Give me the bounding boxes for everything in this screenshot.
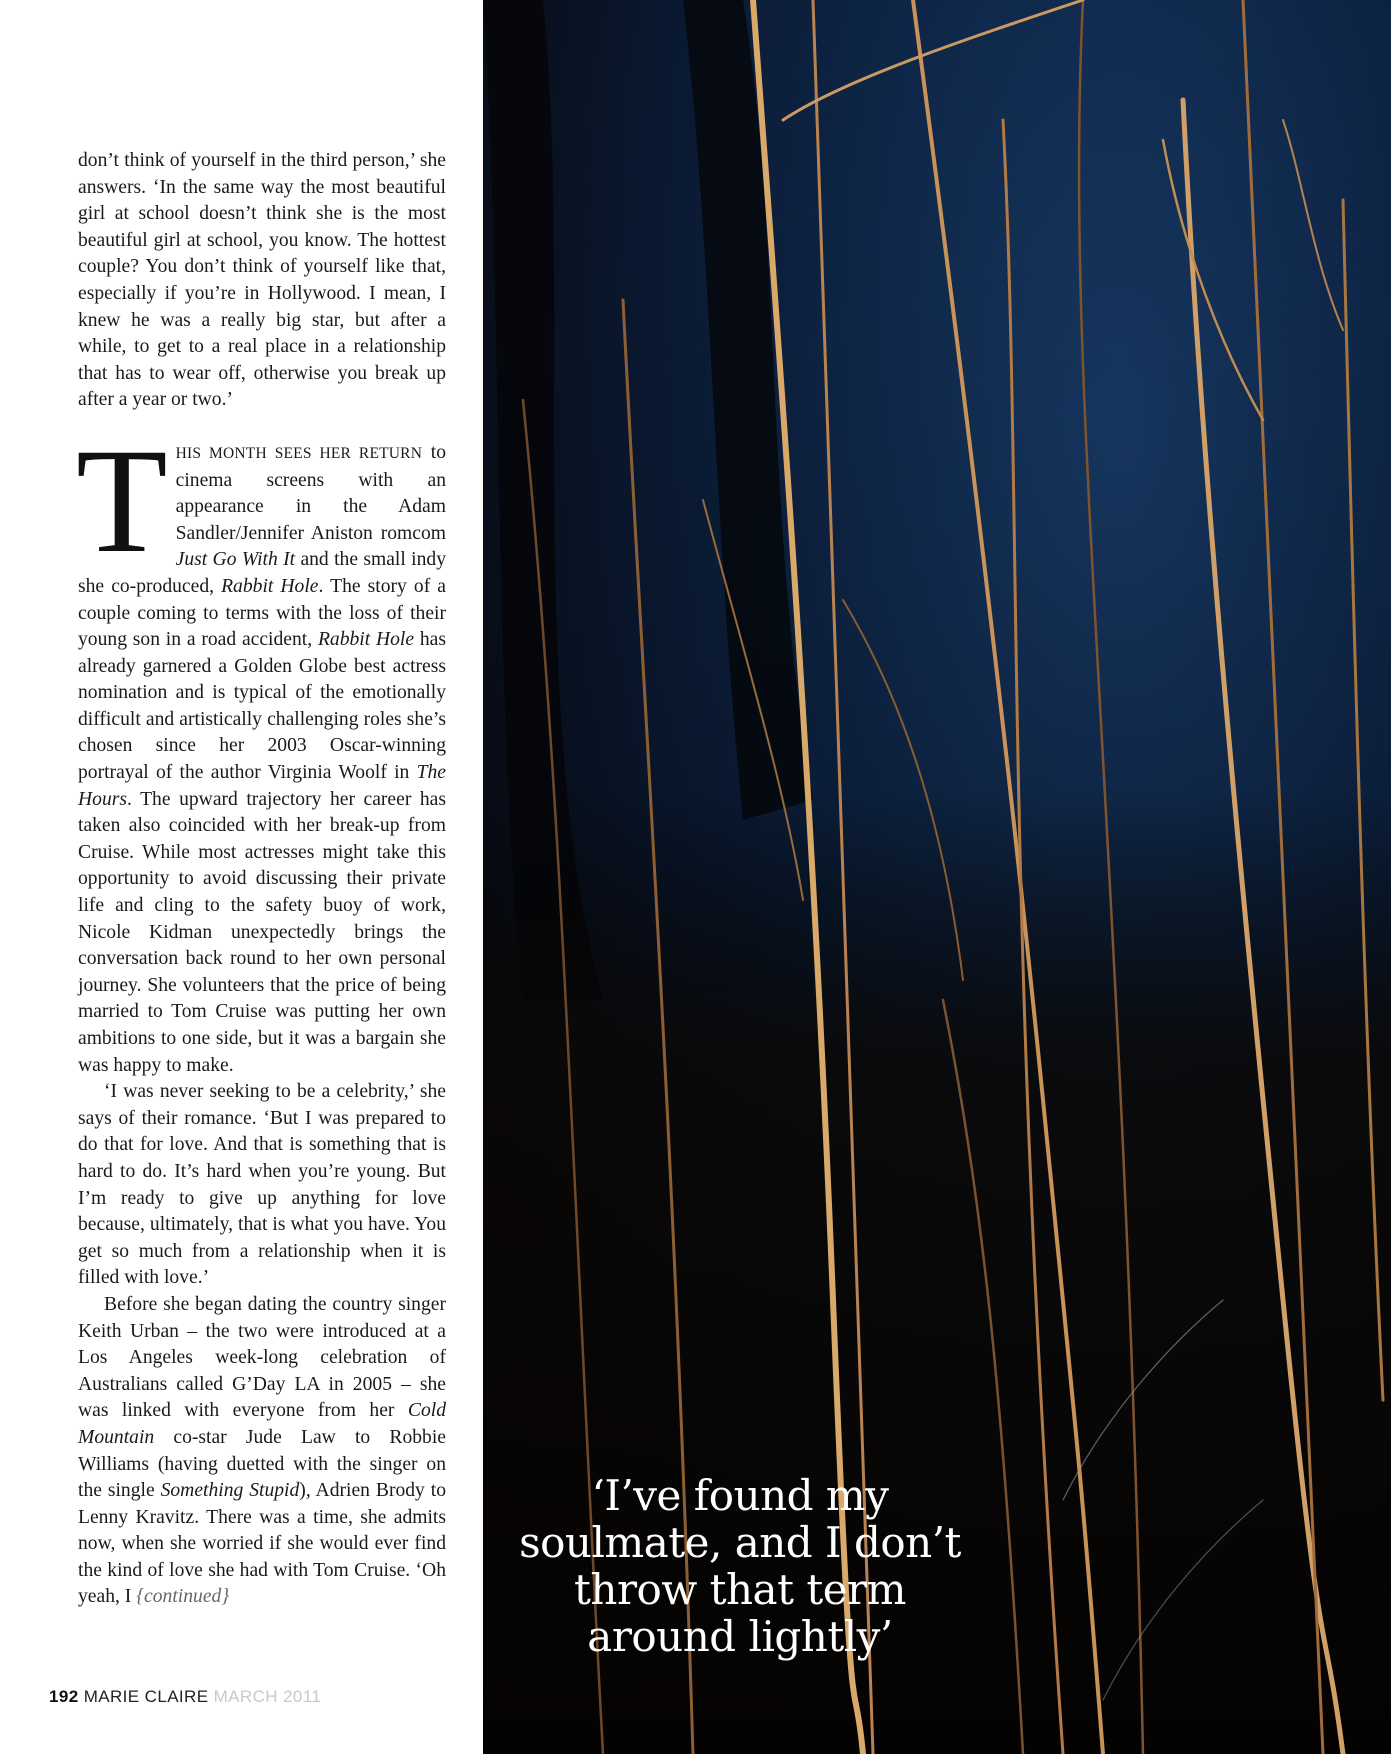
page-footer (49, 1687, 321, 1707)
issue-date: MARCH 2011 (213, 1687, 322, 1706)
film-title: Cold Mountain (78, 1400, 446, 1448)
text-run: has already garnered a Golden Globe best actress nomination and is typical of the emotionally difficult and artistically challenging roles she’s chosen since her 2003 Oscar-winning portrayal of the author Virginia Woolf in (78, 629, 446, 784)
article-column (78, 148, 446, 1611)
article-paragraph-2 (76, 417, 447, 1079)
drop-cap: T (76, 417, 168, 584)
text-run: co-star Jude Law to Robbie Williams (having duetted with the singer on the single (78, 1426, 446, 1502)
text-run: and the small indy she co-produced, (78, 549, 446, 597)
text-run: . The upward trajectory her career has taken also coincided with her break-up from Cruise. While most actresses might take this opportunity to avoid discussing their private life and cling to the safety buoy of work, Nicole Kidman unexpectedly brings the conversation back round to her own personal journey. She volunteers that the price of being married to Tom Cruise was putting her own ambitions to one side, but it was a bargain she was happy to make. (78, 788, 446, 1076)
film-title: Rabbit Hole (221, 575, 319, 597)
article-paragraph-1: don’t think of yourself in the third person,’ she answers. ‘In the same way the most beautiful girl at school doesn’t think she is the most beautiful girl at school, you know. The hottest couple? You don’t think of yourself like that, especially if you’re in Hollywood. I mean, I knew he was a really big star, but after a while, to get to a real place in a relationship that has to wear off, otherwise you break up after a year or two.’ (78, 150, 446, 411)
text-run: to cinema screens with an appearance in the Adam Sandler/Jennifer Aniston romcom (175, 441, 447, 544)
text-run: ), Adrien Brody to Lenny Kravitz. There was a time, she admits now, when she worried if she would ever find the kind of love she had with Tom Cruise. ‘Oh yeah, I (78, 1480, 447, 1608)
continued-marker: {continued} (136, 1586, 230, 1608)
magazine-name: MARIE CLAIRE (83, 1687, 209, 1706)
pull-quote: ‘I’ve found my soulmate, and I don’t throw that term around lightly’ (519, 1471, 961, 1661)
article-paragraph-4 (78, 1292, 446, 1611)
song-title: Something Stupid (160, 1480, 300, 1502)
lead-in-caps: HIS MONTH SEES HER RETURN (175, 444, 423, 462)
page-number: 192 (49, 1687, 79, 1706)
text-run: . The story of a couple coming to terms with the loss of their young son in a road accident, (78, 575, 446, 651)
film-title: The Hours (78, 762, 446, 810)
text-run: Before she began dating the country singer Keith Urban – the two were introduced at a Los Angeles week-long celebration of Australians called G’Day LA in 2005 – she was linked with everyone from her (78, 1293, 446, 1422)
film-title: Rabbit Hole (317, 629, 415, 651)
photo-dry-grass-night (483, 0, 1391, 1754)
article-paragraph-3: ‘I was never seeking to be a celebrity,’ she says of their romance. ‘But I was prepared to do that for love. And that is something that is hard to do. It’s hard when you’re young. But I’m ready to give up anything for love because, ultimately, that is what you have. You get so much from a relationship when it is filled with love.’ (78, 1081, 446, 1289)
film-title: Just Go With It (175, 549, 296, 571)
